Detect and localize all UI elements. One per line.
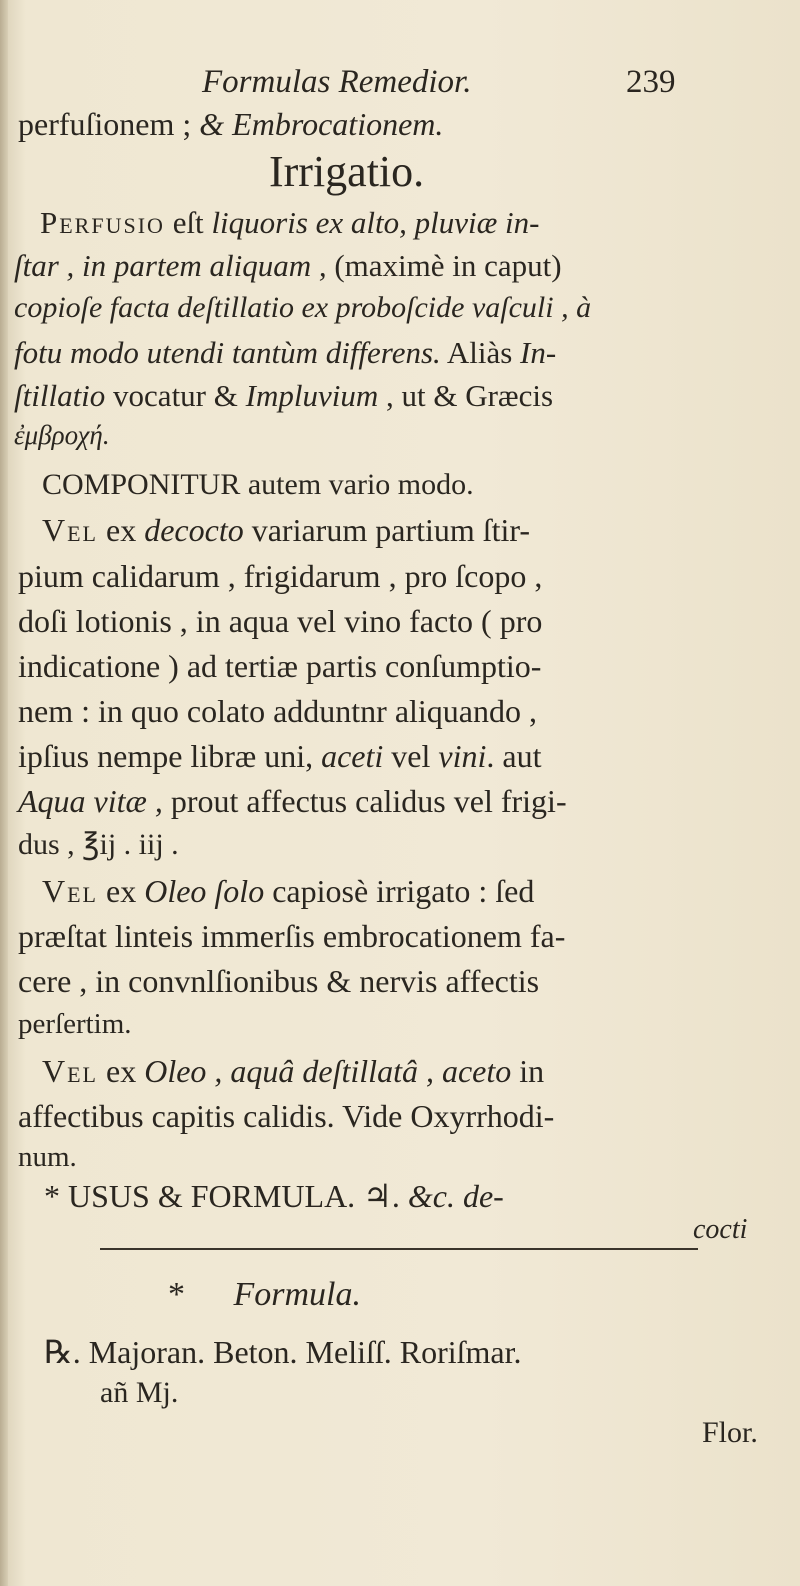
- text-line-24: num.: [18, 1141, 77, 1173]
- recipe-line-1: ℞. Majoran. Beton. Meliſſ. Roriſmar.: [44, 1334, 522, 1370]
- formula-heading: * Formula.: [168, 1276, 361, 1313]
- text-line-10: Vel ex decocto variarum partium ſtir-: [42, 512, 531, 548]
- text-line-23: affectibus capitis calidis. Vide Oxyrrhodi-: [18, 1098, 555, 1134]
- recipe-line-2: añ Mj.: [100, 1376, 179, 1409]
- text-line-20: cere , in convnlſionibus & nervis affectis: [18, 963, 540, 999]
- text-line-9: COMPONITUR autem vario modo.: [42, 468, 474, 501]
- running-title: Formulas Remedior.: [202, 64, 472, 100]
- text-line-15: ipſius nempe libræ uni, aceti vel vini. aut: [18, 738, 542, 774]
- text-line-19: præſtat linteis immerſis embrocationem fa-: [18, 918, 566, 954]
- text-line-14: nem : in quo colato adduntnr aliquando ,: [18, 693, 537, 729]
- usus-formula-line: * USUS & FORMULA. ♃. &c. de-: [44, 1178, 504, 1214]
- text-line-17: dus , ℥ij . iij .: [18, 828, 179, 861]
- text-line-4: ſtar , in partem aliquam , (maximè in caput): [14, 248, 562, 283]
- text-line-1: perfuſionem ; & Embrocationem.: [18, 106, 444, 142]
- text-line-21: perſertim.: [18, 1008, 132, 1040]
- text-line-6: fotu modo utendi tantùm differens. Aliàs In-: [14, 335, 557, 370]
- text-line-3: Perfusio eſt liquoris ex alto, pluviæ in-: [40, 205, 540, 240]
- text-line-5: copioſe facta deſtillatio ex proboſcide vaſculi , à: [14, 291, 592, 324]
- section-heading: Irrigatio.: [269, 147, 425, 196]
- horizontal-rule: [100, 1248, 698, 1250]
- text-line-13: indicatione ) ad tertiæ partis conſumptio-: [18, 648, 542, 684]
- text-line-11: pium calidarum , frigidarum , pro ſcopo ,: [18, 558, 543, 594]
- page-number: 239: [626, 64, 676, 100]
- text-line-7: ſtillatio vocatur & Impluvium , ut & Græcis: [14, 378, 554, 413]
- text-line-16: Aqua vitæ , prout affectus calidus vel frigi-: [18, 783, 567, 819]
- text-line-18: Vel ex Oleo ſolo capiosè irrigato : ſed: [42, 873, 535, 909]
- text-line-22: Vel ex Oleo , aquâ deſtillatâ , aceto in: [42, 1053, 545, 1089]
- text-line-12: doſi lotionis , in aqua vel vino facto ( pro: [18, 603, 543, 639]
- catchword: Flor.: [702, 1416, 758, 1449]
- catch-cocti: cocti: [693, 1214, 748, 1245]
- greek-term: ἐμβροχή.: [14, 420, 110, 450]
- page-gutter: [0, 0, 8, 1586]
